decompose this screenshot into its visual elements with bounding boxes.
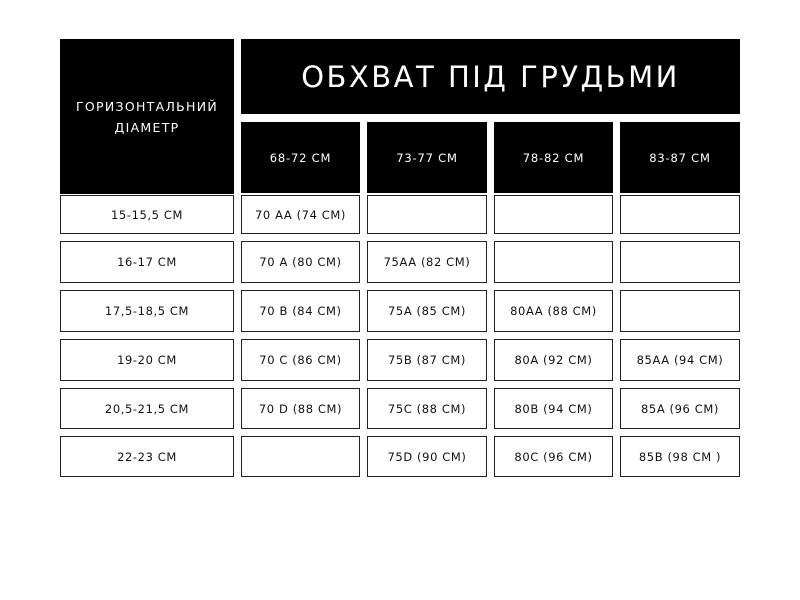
size-cell xyxy=(494,195,613,234)
size-cell xyxy=(494,241,613,283)
size-cell: 70 AA (74 CM) xyxy=(241,195,360,234)
size-cell: 80C (96 CM) xyxy=(494,436,613,477)
size-cell: 75C (88 CM) xyxy=(367,388,487,429)
size-cell: 70 D (88 CM) xyxy=(241,388,360,429)
size-cell xyxy=(620,195,740,234)
size-cell xyxy=(620,290,740,332)
size-cell: 70 C (86 CM) xyxy=(241,339,360,381)
table-title-block xyxy=(241,39,740,114)
row-label: 16-17 CM xyxy=(60,241,234,283)
row-label: 22-23 CM xyxy=(60,436,234,477)
size-cell: 75A (85 CM) xyxy=(367,290,487,332)
row-label: 17,5-18,5 CM xyxy=(60,290,234,332)
row-header-title: ГОРИЗОНТАЛЬНИЙ ДІАМЕТР xyxy=(75,98,219,135)
column-header-4: 83-87 CM xyxy=(620,122,740,193)
size-cell: 80A (92 CM) xyxy=(494,339,613,381)
size-cell: 85A (96 CM) xyxy=(620,388,740,429)
size-cell xyxy=(241,436,360,477)
column-header-3: 78-82 CM xyxy=(494,122,613,193)
size-cell: 75D (90 CM) xyxy=(367,436,487,477)
size-cell: 70 A (80 CM) xyxy=(241,241,360,283)
size-cell: 80AA (88 CM) xyxy=(494,290,613,332)
column-header-2: 73-77 CM xyxy=(367,122,487,193)
size-cell: 85AA (94 CM) xyxy=(620,339,740,381)
size-cell: 85B (98 CM ) xyxy=(620,436,740,477)
row-label: 19-20 CM xyxy=(60,339,234,381)
column-header-1: 68-72 CM xyxy=(241,122,360,193)
table-title: ОБХВАТ ПІД ГРУДЬМИ xyxy=(301,59,680,94)
size-cell: 70 B (84 CM) xyxy=(241,290,360,332)
row-label: 15-15,5 CM xyxy=(60,195,234,234)
size-cell xyxy=(620,241,740,283)
size-cell: 75B (87 CM) xyxy=(367,339,487,381)
row-header-title-block xyxy=(60,39,234,194)
row-label: 20,5-21,5 CM xyxy=(60,388,234,429)
size-cell: 80B (94 CM) xyxy=(494,388,613,429)
size-cell: 75AA (82 CM) xyxy=(367,241,487,283)
size-cell xyxy=(367,195,487,234)
